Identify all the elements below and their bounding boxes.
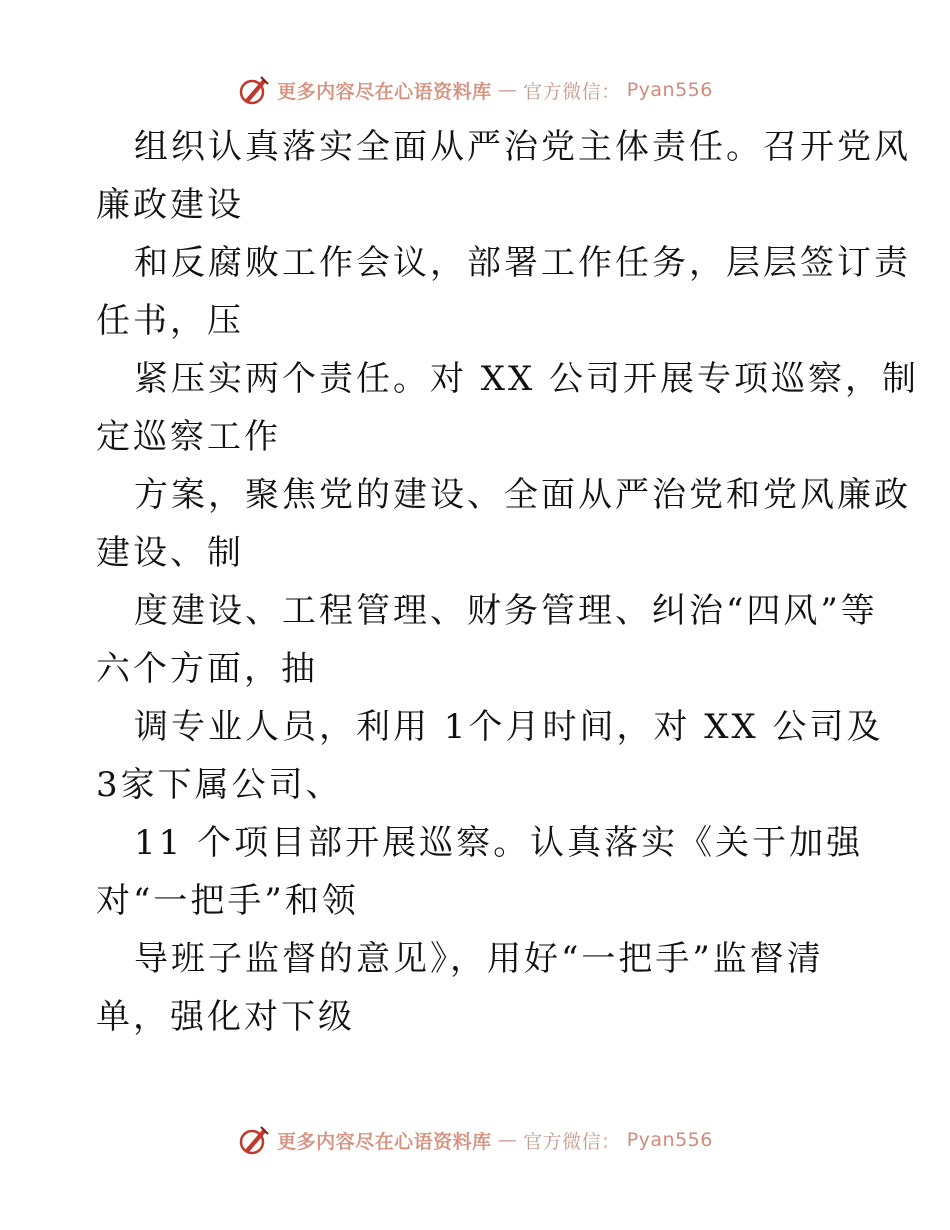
text-line: 任书，压	[96, 301, 244, 341]
watermark-wechat-id: Pyan556	[626, 79, 713, 101]
quill-logo-icon	[237, 73, 271, 107]
watermark-dash: —	[497, 79, 518, 101]
text-line: 3家下属公司、	[96, 765, 343, 805]
document-body	[96, 118, 920, 1046]
quill-logo-icon	[237, 1123, 271, 1157]
watermark-main-text: 更多内容尽在心语资料库	[277, 80, 492, 103]
text-line: 廉政建设	[96, 185, 244, 225]
text-line: 组织认真落实全面从严治党主体责任。召开党风	[134, 127, 911, 167]
text-line: 建设、制	[96, 533, 244, 573]
watermark-wechat-label: 官方微信：	[523, 1130, 621, 1153]
text-line: 方案，聚焦党的建设、全面从严治党和党风廉政	[134, 475, 911, 515]
text-line: 六个方面，抽	[96, 649, 318, 689]
text-line: 对“一把手”和领	[96, 881, 359, 921]
watermark-wechat-id: Pyan556	[626, 1129, 713, 1151]
watermark-main-text: 更多内容尽在心语资料库	[277, 1130, 492, 1153]
text-line: 和反腐败工作会议，部署工作任务，层层签订责	[134, 243, 911, 283]
header-watermark	[0, 70, 950, 110]
text-line: 度建设、工程管理、财务管理、纠治“四风”等	[134, 591, 878, 631]
watermark-dash: —	[497, 1129, 518, 1151]
watermark-wechat-label: 官方微信：	[523, 80, 621, 103]
text-line: 紧压实两个责任。对 XX 公司开展专项巡察，制	[134, 359, 920, 399]
text-line: 调专业人员，利用 1个月时间，对 XX 公司及	[134, 707, 884, 747]
text-line: 11 个项目部开展巡察。认真落实《关于加强	[134, 823, 864, 863]
text-line: 定巡察工作	[96, 417, 281, 457]
text-line: 单，强化对下级	[96, 997, 355, 1037]
text-line: 导班子监督的意见》，用好“一把手”监督清	[134, 939, 824, 979]
footer-watermark	[0, 1120, 950, 1160]
